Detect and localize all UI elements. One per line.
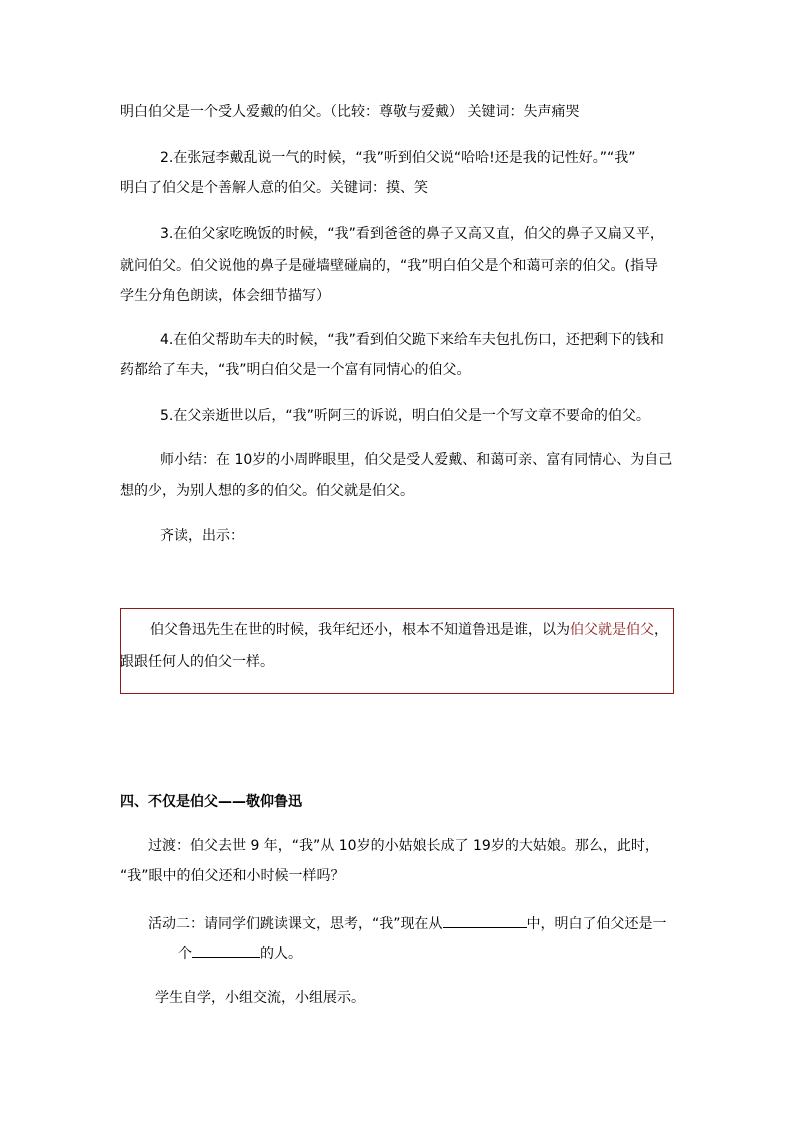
text-line: 药都给了车夫，“我”明白伯父是一个富有同情心的伯父。 (120, 362, 471, 378)
activity-line (178, 942, 302, 964)
activity-text: 的人。 (260, 946, 302, 962)
text-line: 学生分角色朗读，体会细节描写） (120, 288, 330, 304)
quote-line (120, 652, 274, 672)
text-line: 明白了伯父是个善解人意的伯父。关键词：摸、笑 (120, 180, 428, 196)
activity-line (148, 912, 667, 934)
activity-text: 中，明白了伯父还是一 (526, 916, 667, 932)
fill-blank (192, 942, 260, 958)
quote-text: 伯父鲁迅先生在世的时候，我年纪还小，根本不知道鲁迅是谁，以为 (150, 622, 570, 638)
text-line: 3.在伯父家吃晚饭的时候，“我”看到爸爸的鼻子又高又直，伯父的鼻子又扁又平， (160, 226, 664, 242)
quote-highlight: 伯父就是伯父 (570, 622, 654, 638)
activity-text: 个 (178, 946, 192, 962)
quote-text: ， (654, 622, 668, 638)
activity-text: 活动二：请同学们跳读课文，思考，“我”现在从 (148, 916, 443, 932)
text-line: 就问伯父。伯父说他的鼻子是碰墙壁碰扁的，“我”明白伯父是个和蔼可亲的伯父。(指导 (120, 258, 658, 274)
text-line: 学生自学，小组交流，小组展示。 (155, 990, 365, 1006)
text-line: 过渡：伯父去世 9 年，“我”从 10岁的小姑娘长成了 19岁的大姑娘。那么，此时， (148, 838, 659, 854)
fill-blank (443, 912, 527, 928)
text-line: 5.在父亲逝世以后，“我”听阿三的诉说，明白伯父是一个写文章不要命的伯父。 (160, 408, 650, 424)
text-line: 齐读，出示： (160, 528, 244, 544)
section-heading: 四、不仅是伯父——敬仰鲁迅 (120, 794, 302, 810)
text-line: 师小结：在 10岁的小周晔眼里，伯父是受人爱戴、和蔼可亲、富有同情心、为自己 (160, 452, 673, 468)
text-line: 明白伯父是一个受人爱戴的伯父。（比较：尊敬与爱戴） 关键词：失声痛哭 (120, 104, 580, 120)
text-line: 4.在伯父帮助车夫的时候，“我”看到伯父跪下来给车夫包扎伤口，还把剩下的钱和 (160, 332, 664, 348)
text-line: 想的少，为别人想的多的伯父。伯父就是伯父。 (120, 483, 414, 499)
text-line: “我”眼中的伯父还和小时候一样吗？ (120, 868, 345, 884)
text-line: 2.在张冠李戴乱说一气的时候，“我”听到伯父说“哈哈!还是我的记性好。”“我” (160, 150, 636, 166)
quote-line (150, 620, 668, 640)
quote-text: 跟跟任何人的伯父一样。 (120, 654, 274, 670)
